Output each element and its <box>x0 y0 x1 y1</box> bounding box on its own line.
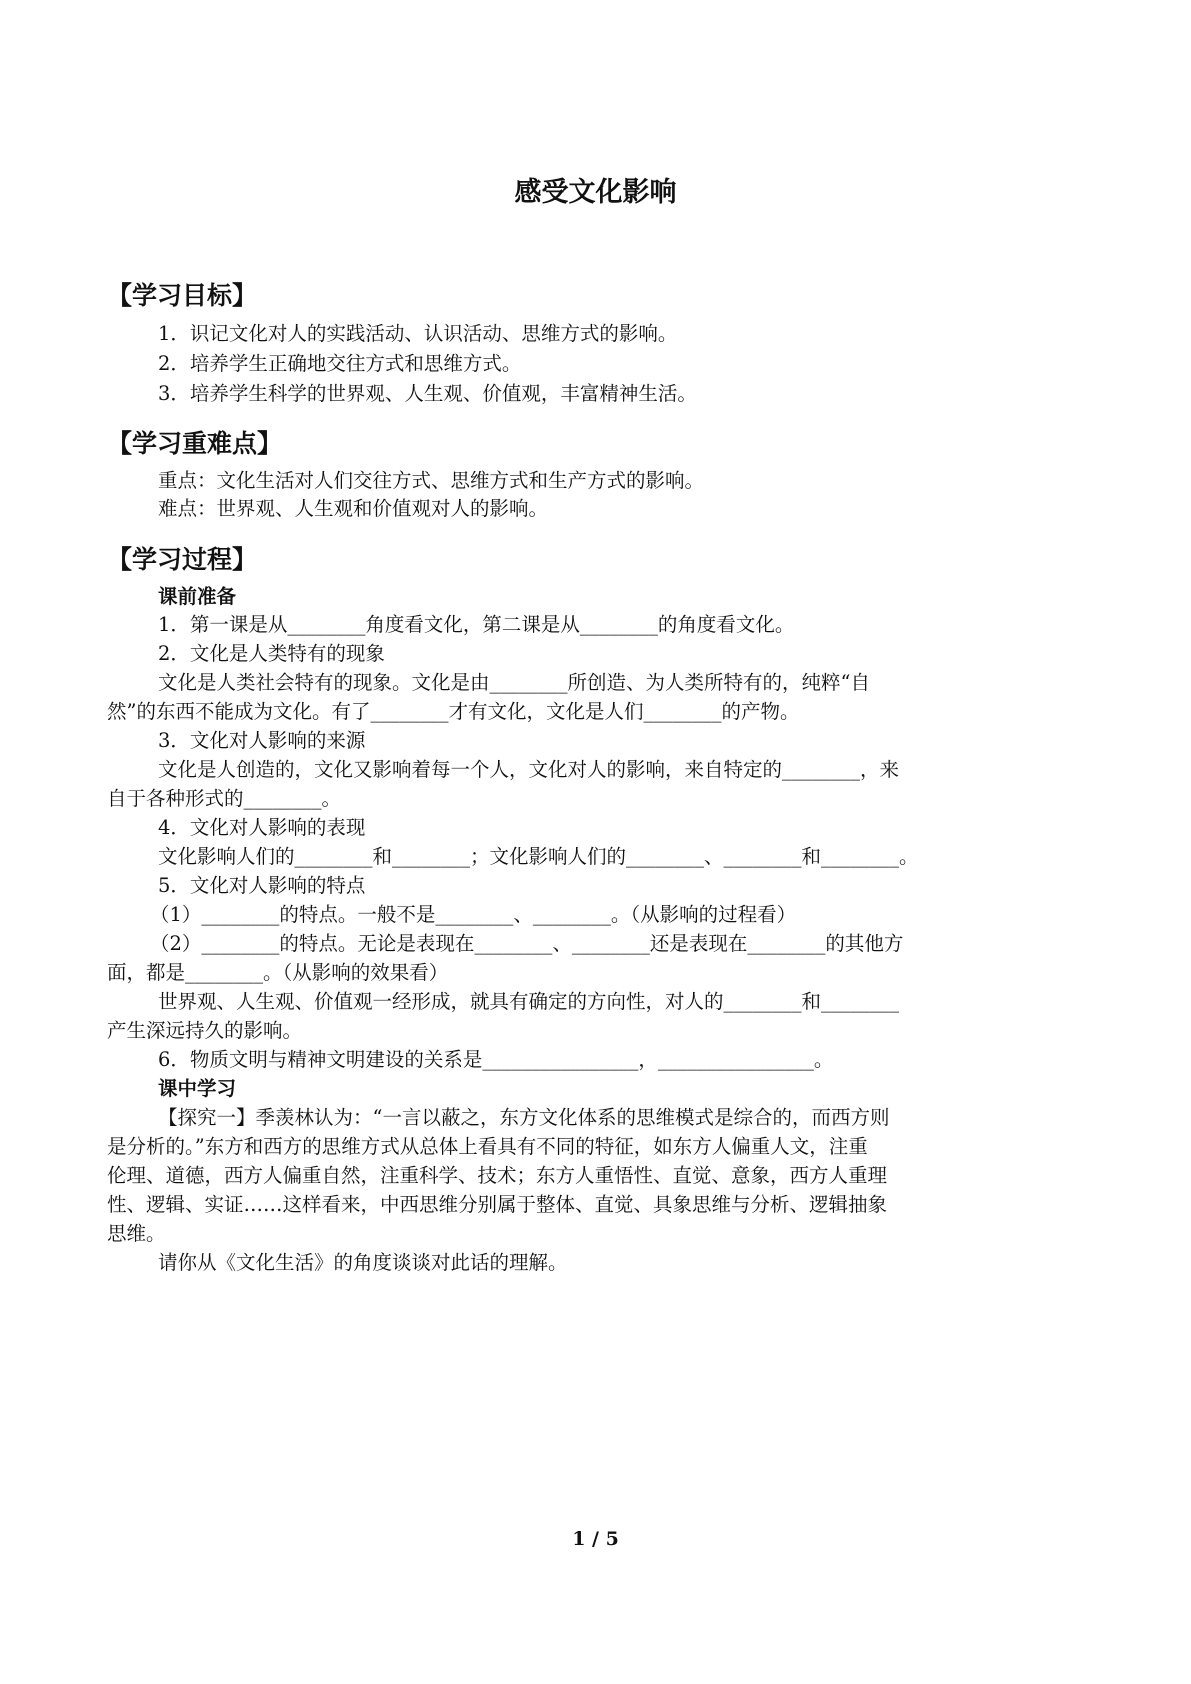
prep-line: 文化影响人们的________和________；文化影响人们的________、________和________。 <box>158 845 919 868</box>
section-heading-key-points: 【学习重难点】 <box>107 429 283 458</box>
prep-line: 5．文化对人影响的特点 <box>158 874 366 897</box>
class-line: 【探究一】季羡林认为：“一言以蔽之，东方文化体系的思维模式是综合的，而西方则 <box>158 1106 890 1129</box>
key-point-item: 重点：文化生活对人们交往方式、思维方式和生产方式的影响。 <box>158 469 705 492</box>
prep-line: 文化是人类社会特有的现象。文化是由________所创造、为人类所特有的，纯粹“自 <box>158 671 870 694</box>
prep-line: 面，都是________。（从影响的效果看） <box>107 961 449 984</box>
key-point-item: 难点：世界观、人生观和价值观对人的影响。 <box>158 497 549 520</box>
subheading-prep: 课前准备 <box>158 585 237 608</box>
prep-line: 世界观、人生观、价值观一经形成，就具有确定的方向性，对人的________和________ <box>158 990 900 1013</box>
section-heading-goals: 【学习目标】 <box>107 281 258 310</box>
prep-line: 3．文化对人影响的来源 <box>158 729 366 752</box>
prep-line: 4．文化对人影响的表现 <box>158 816 366 839</box>
goal-item: 2．培养学生正确地交往方式和思维方式。 <box>158 352 522 375</box>
page-title: 感受文化影响 <box>514 177 677 208</box>
class-line: 思维。 <box>107 1222 166 1245</box>
prep-line: 自于各种形式的________。 <box>107 787 342 810</box>
subheading-class: 课中学习 <box>158 1077 237 1100</box>
goal-item: 1．识记文化对人的实践活动、认识活动、思维方式的影响。 <box>158 322 678 345</box>
section-heading-process: 【学习过程】 <box>107 545 258 574</box>
prep-line: 6．物质文明与精神文明建设的关系是________________，________________。 <box>158 1048 834 1071</box>
prep-line: 然”的东西不能成为文化。有了________才有文化，文化是人们________的产物。 <box>107 700 800 723</box>
goal-item: 3．培养学生科学的世界观、人生观、价值观，丰富精神生活。 <box>158 382 697 405</box>
class-line: 是分析的。”东方和西方的思维方式从总体上看具有不同的特征，如东方人偏重人文，注重 <box>107 1135 868 1158</box>
prep-line: 2．文化是人类特有的现象 <box>158 642 385 665</box>
class-line: 伦理、道德，西方人偏重自然，注重科学、技术；东方人重悟性、直觉、意象，西方人重理 <box>107 1164 888 1187</box>
prep-line: 1．第一课是从________角度看文化，第二课是从________的角度看文化。 <box>158 613 795 636</box>
class-line: 请你从《文化生活》的角度谈谈对此话的理解。 <box>158 1251 568 1274</box>
prep-line: 产生深远持久的影响。 <box>107 1019 303 1042</box>
prep-line: （1）________的特点。一般不是________、________。（从影响的过程看） <box>150 903 797 926</box>
class-line: 性、逻辑、实证……这样看来，中西思维分别属于整体、直觉、具象思维与分析、逻辑抽象 <box>107 1193 888 1216</box>
prep-line: 文化是人创造的，文化又影响着每一个人，文化对人的影响，来自特定的________，来 <box>158 758 900 781</box>
prep-line: （2）________的特点。无论是表现在________、________还是表现在________的其他方 <box>150 932 904 955</box>
page-number: 1 / 5 <box>572 1528 619 1550</box>
